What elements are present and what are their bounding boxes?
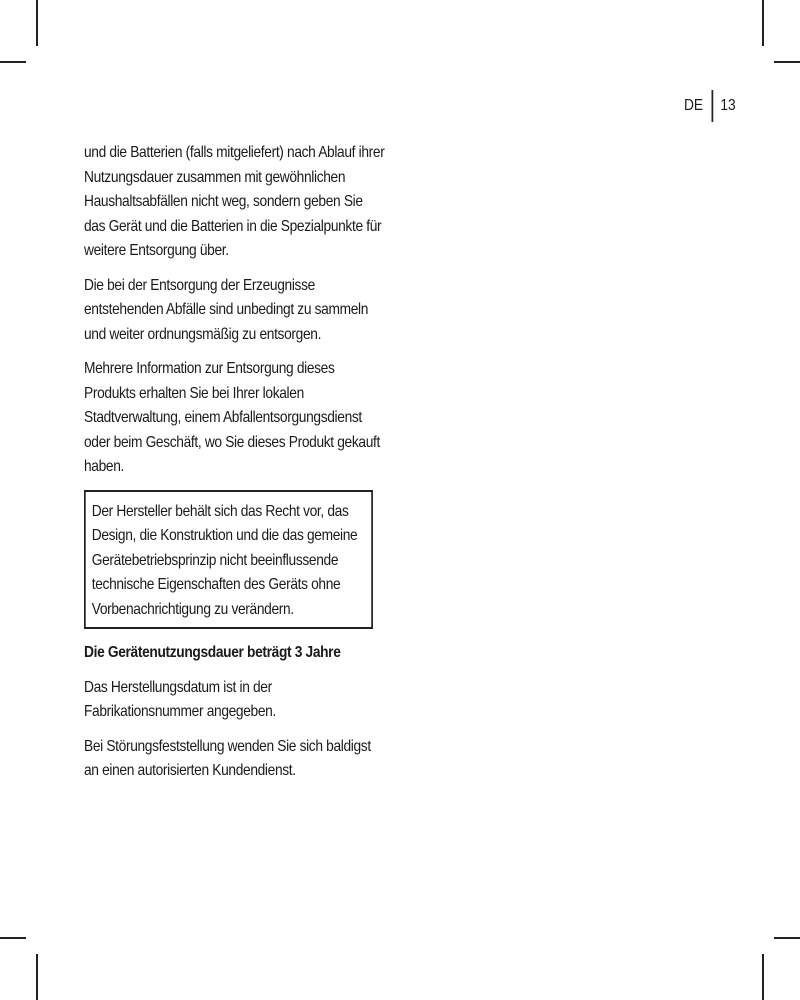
- information-paragraph: Mehrere Information zur Entsorgung dieses Produkts erhalten Sie bei Ihrer lokalen Stadtverwaltung, einem Abfallentsorgungsdienst oder beim Geschäft, wo Sie dieses Produkt gekauft haben.: [84, 360, 380, 475]
- service-center-paragraph: Bei Störungsfeststellung wenden Sie sich baldigst an einen autorisierten Kundendienst.: [84, 737, 371, 779]
- crop-mark-bottom-left-horizontal: [0, 937, 26, 939]
- manufacturer-notice-box: [84, 490, 373, 630]
- language-code: DE: [684, 97, 704, 114]
- page-header: [684, 90, 736, 122]
- crop-mark-top-left-horizontal: [0, 61, 26, 63]
- page-content: [84, 141, 385, 794]
- production-date-paragraph: Das Herstellungsdatum ist in der Fabrikationsnummer angegeben.: [84, 678, 276, 720]
- crop-mark-bottom-right-horizontal: [774, 937, 800, 939]
- service-life-heading: Die Gerätenutzungsdauer beträgt 3 Jahre: [84, 644, 341, 661]
- crop-mark-top-right-horizontal: [774, 61, 800, 63]
- crop-mark-bottom-right-vertical: [762, 954, 764, 1000]
- header-separator: [712, 90, 714, 122]
- crop-mark-top-left-vertical: [36, 0, 38, 46]
- manufacturer-notice: Der Hersteller behält sich das Recht vor, das Design, die Konstruktion und die das gemeine Gerätebetriebsprinzip nicht beeinflussende technische Eigenschaften des Geräts ohne Vorbenachrichtigung zu verändern.: [91, 502, 358, 618]
- waste-collection-paragraph: Die bei der Entsorgung der Erzeugnisse entstehenden Abfälle sind unbedingt zu sammeln und weiter ordnungsmäßig zu entsorgen.: [84, 276, 369, 343]
- disposal-paragraph: und die Batterien (falls mitgeliefert) nach Ablauf ihrer Nutzungsdauer zusammen mit gewöhnlichen Haushaltsabfällen nicht weg, sondern geben Sie das Gerät und die Batterien in die Spezialpunkte für weitere Entsorgung über.: [84, 144, 385, 259]
- crop-mark-bottom-left-vertical: [36, 954, 38, 1000]
- crop-mark-top-right-vertical: [762, 0, 764, 46]
- page-number: 13: [720, 97, 736, 114]
